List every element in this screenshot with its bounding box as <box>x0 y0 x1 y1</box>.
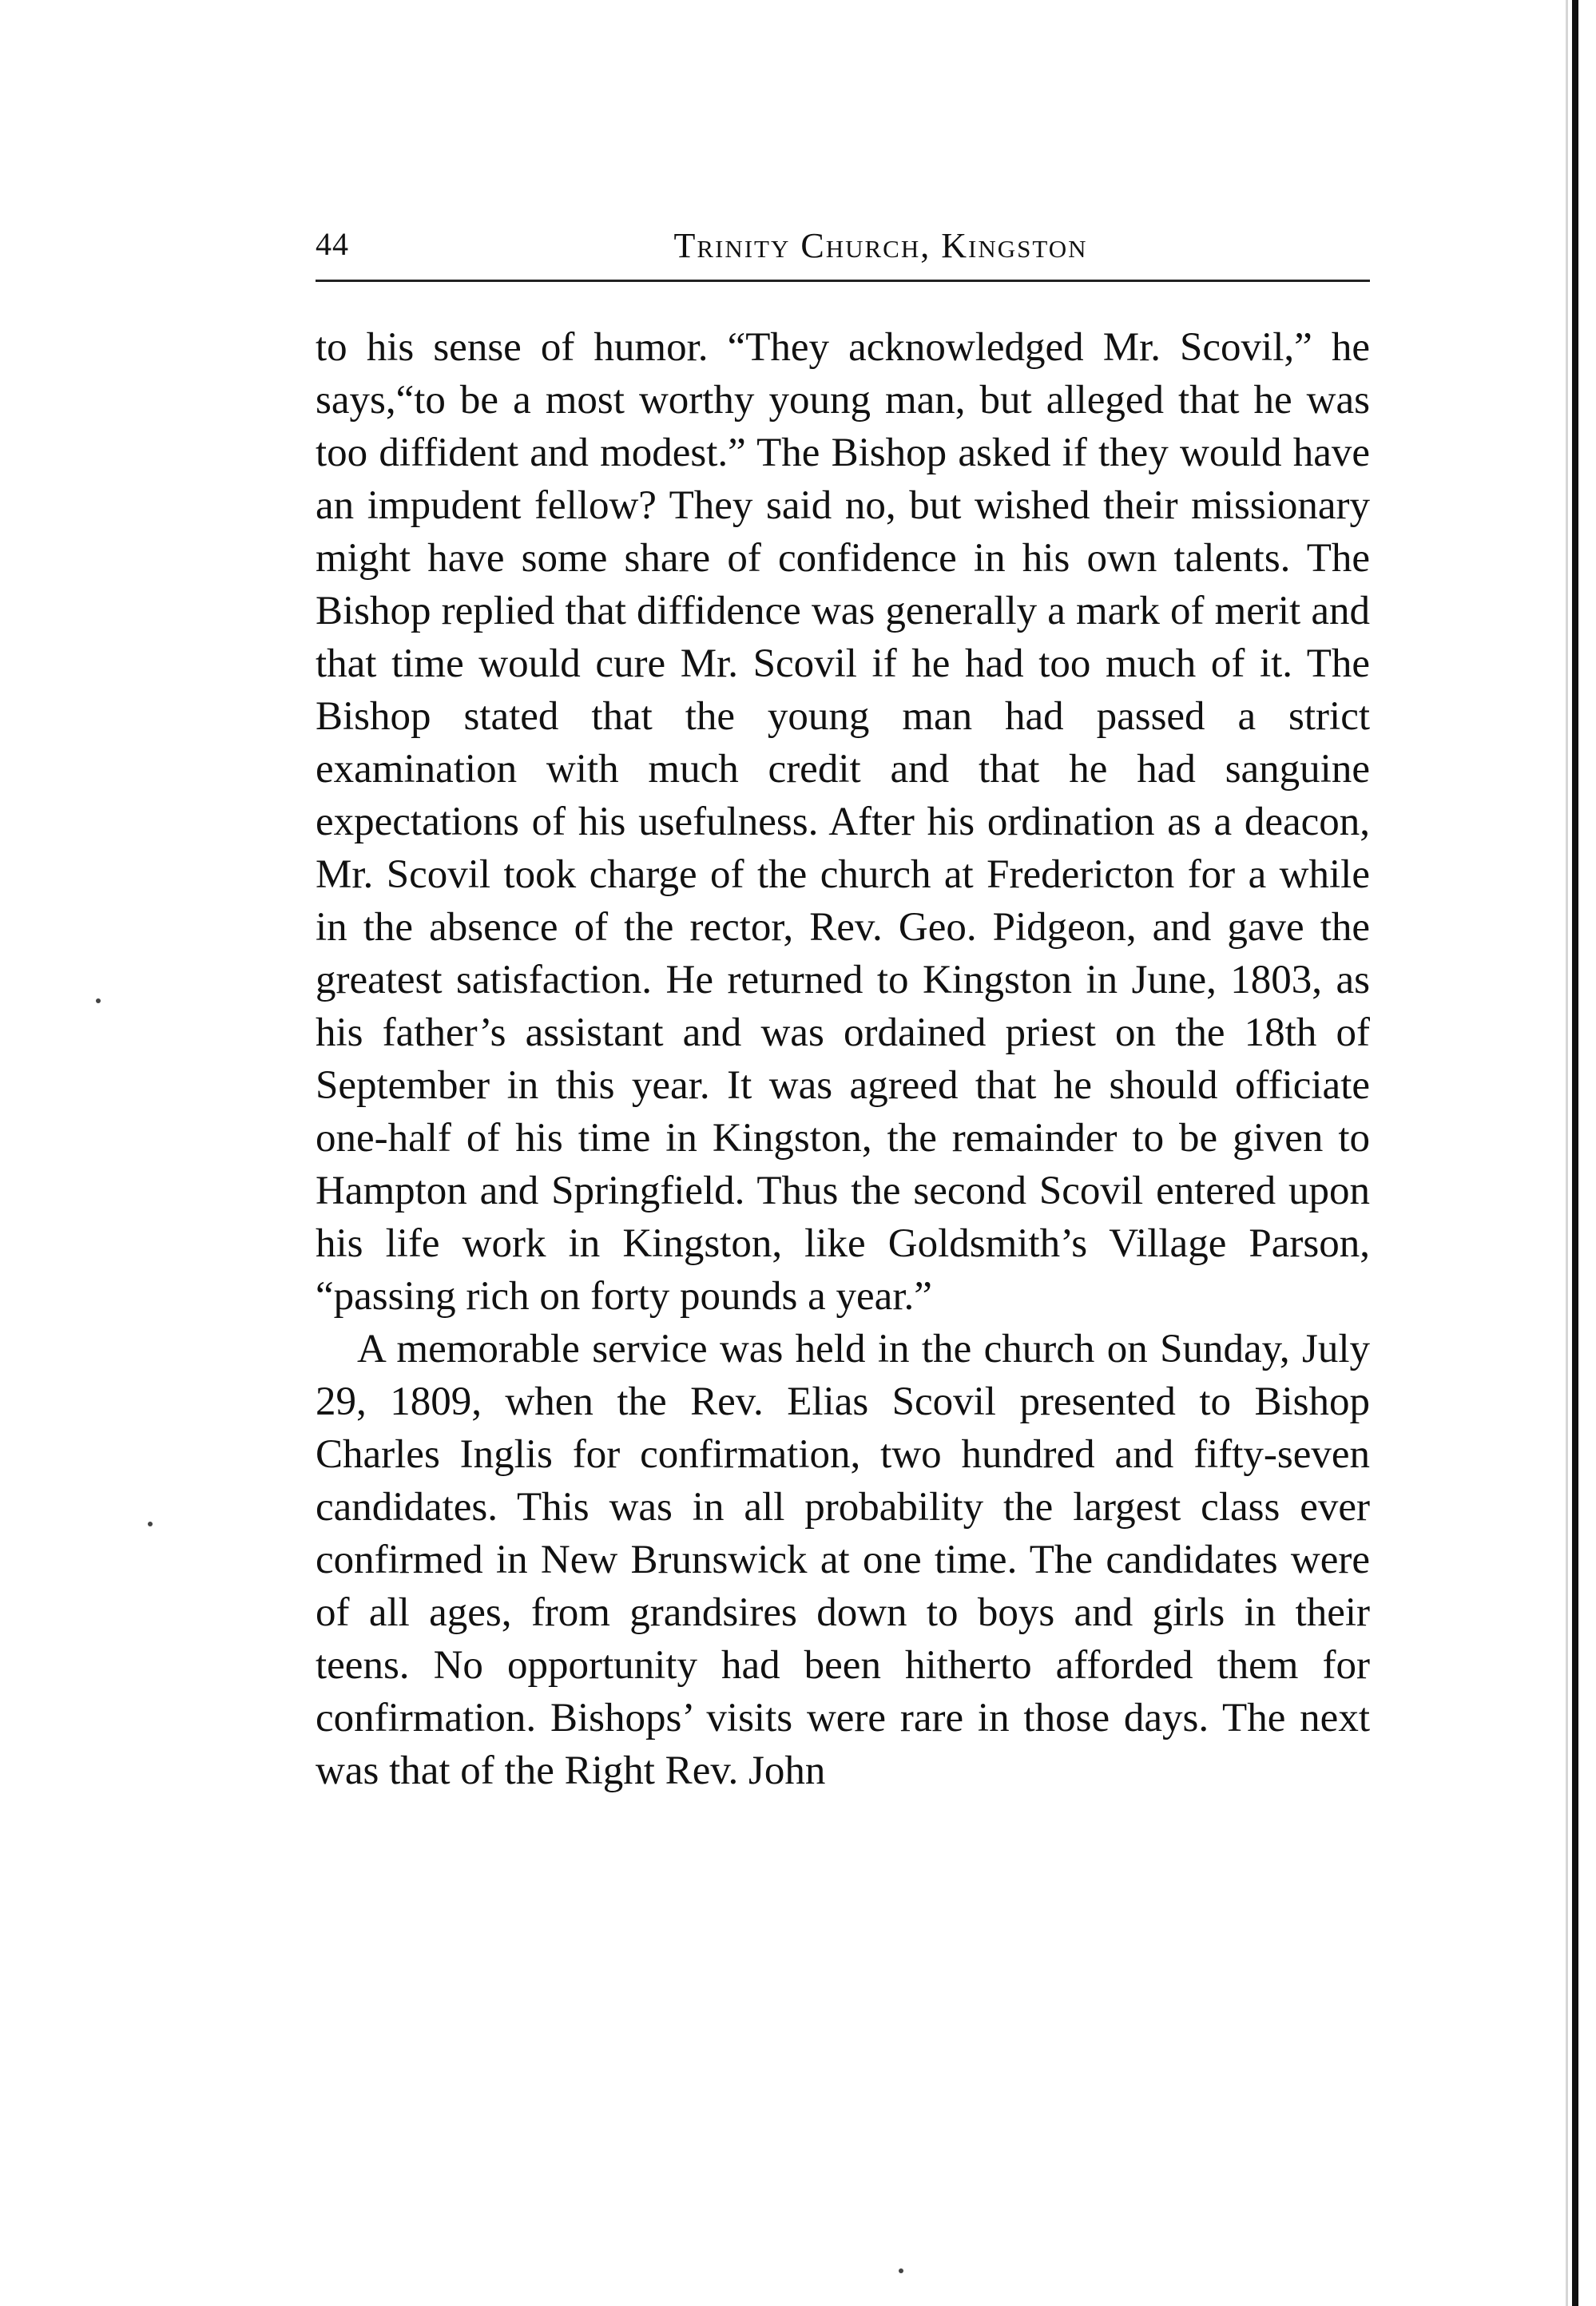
paragraph-2: A memorable service was held in the church on Sunday, July 29, 1809, when the Rev. Elias Scovil presented to Bishop Charles Inglis for confirmation, two hundred and fifty-seven candidates. This was in all probability the largest class ever confirmed in New Brunswick at one time. The candidates were of all ages, from grandsires down to boys and girls in their teens. No opportunity had been hitherto afforded them for confirmation. Bishops’ visits were rare in those days. The next was that of the Right Rev. John <box>316 1327 1370 1793</box>
page-edge-shadow <box>1566 0 1568 2306</box>
scan-speck <box>148 1522 153 1526</box>
header-rule <box>316 280 1370 282</box>
page-number: 44 <box>316 226 349 262</box>
paragraph-1: to his sense of humor. “They acknowledged Mr. Scovil,” he says,“to be a most worthy young man, but alleged that he was too diffident and modest.” The Bishop asked if they would have an impudent fellow? They said no, but wished their missionary might have some share of confidence in his own talents. The Bishop replied that diffidence was generally a mark of merit and that time would cure Mr. Scovil if he had too much of it. The Bishop stated that the young man had passed a strict examination with much credit and that he had sanguine expectations of his usefulness. After his ordination as a deacon, Mr. Scovil took charge of the church at Fredericton for a while in the absence of the rector, Rev. Geo. Pidgeon, and gave the greatest satisfaction. He returned to Kingston in June, 1803, as his father’s assistant and was ordained priest on the 18th of September in this year. It was agreed that he should officiate one-half of his time in Kingston, the remainder to be given to Hampton and Springfield. Thus the second Scovil entered upon his life work in Kingston, like Goldsmith’s Village Parson, “passing rich on forty pounds a year.” <box>316 325 1370 1319</box>
page-edge-border <box>1572 0 1578 2306</box>
body-text <box>316 321 1370 1797</box>
scan-speck <box>96 998 101 1003</box>
running-title: Trinity Church, Kingston <box>673 226 1088 265</box>
page-header <box>316 225 1370 275</box>
scan-speck <box>899 2268 903 2273</box>
